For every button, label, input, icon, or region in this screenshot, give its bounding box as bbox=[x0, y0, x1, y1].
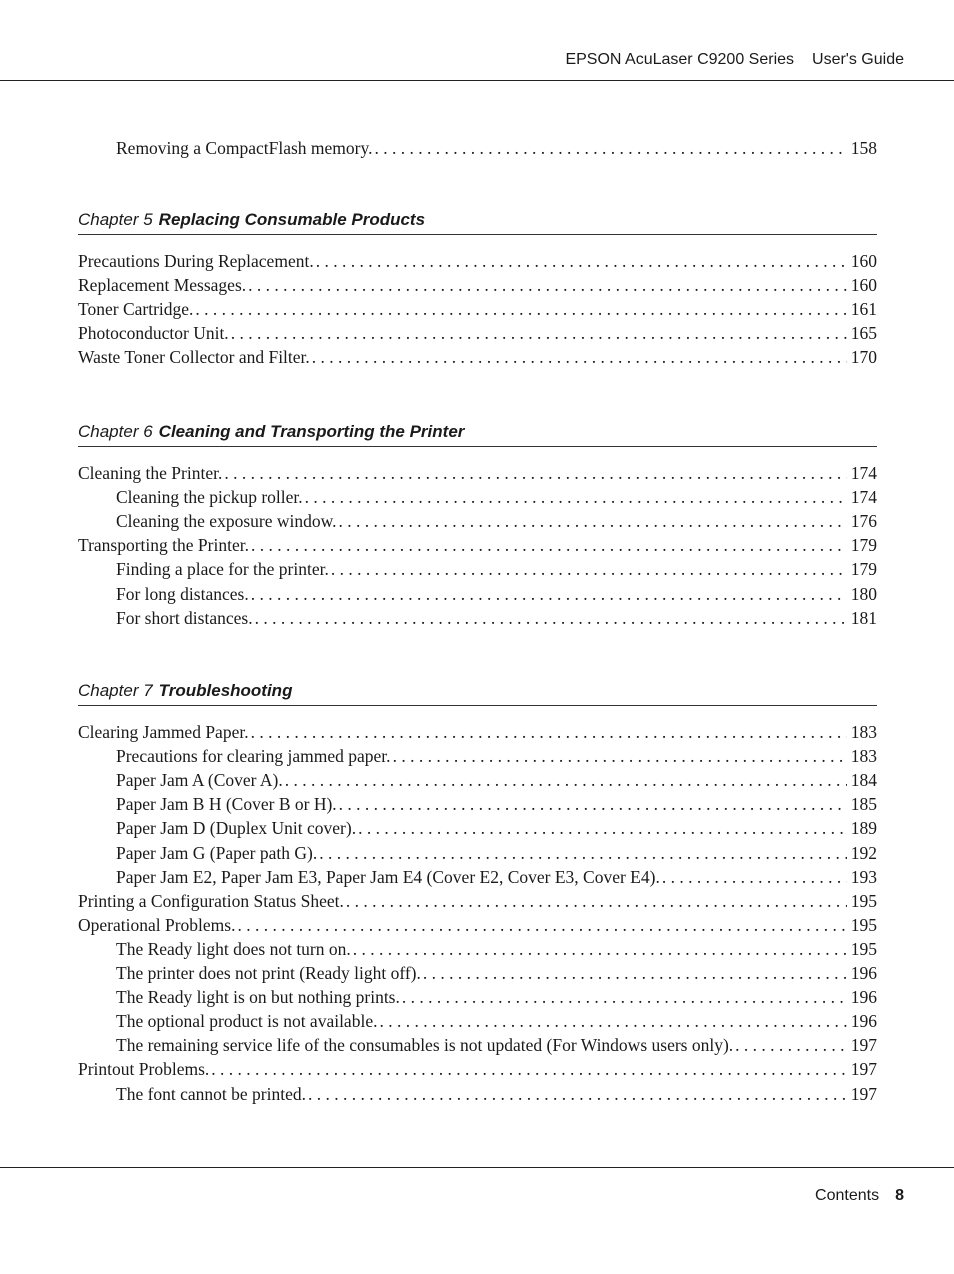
toc-entry-page: 181 bbox=[850, 607, 877, 628]
toc-entry-page: 183 bbox=[850, 746, 877, 767]
toc-entry-page: 158 bbox=[850, 138, 877, 158]
toc-entry[interactable] bbox=[78, 249, 877, 273]
leader-dots bbox=[231, 321, 847, 345]
toc-entry-page: 195 bbox=[850, 914, 877, 935]
toc-entry[interactable] bbox=[116, 582, 877, 606]
leader-dots bbox=[285, 768, 847, 792]
toc-entry-page: 183 bbox=[850, 722, 877, 742]
footer-text bbox=[815, 1187, 904, 1205]
chapter-number: Chapter 7 bbox=[78, 681, 153, 700]
toc-entry-title: Cleaning the Printer. bbox=[78, 463, 223, 483]
toc-entry[interactable] bbox=[78, 321, 877, 345]
toc-entry[interactable] bbox=[78, 720, 877, 744]
toc-entry-page: 195 bbox=[850, 938, 877, 959]
toc-entry[interactable] bbox=[78, 913, 877, 937]
toc-entry[interactable] bbox=[78, 345, 877, 369]
leader-dots bbox=[211, 1057, 846, 1081]
leader-dots bbox=[224, 461, 846, 485]
toc-entry-page: 170 bbox=[850, 347, 877, 368]
toc-entry[interactable] bbox=[78, 1057, 877, 1081]
toc-entry-title: Paper Jam D (Duplex Unit cover). bbox=[116, 818, 357, 839]
leader-dots bbox=[358, 816, 847, 840]
chapter-title: Troubleshooting bbox=[158, 681, 293, 700]
toc-entry-title: The Ready light does not turn on. bbox=[116, 938, 351, 959]
toc-entry-page: 160 bbox=[850, 275, 877, 296]
chapter-heading[interactable] bbox=[78, 420, 877, 447]
toc-entry[interactable] bbox=[116, 1033, 877, 1057]
toc-entry[interactable] bbox=[116, 816, 877, 840]
toc-entry-title: The font cannot be printed. bbox=[116, 1083, 307, 1104]
toc-entry[interactable] bbox=[78, 297, 877, 321]
chapter-number: Chapter 6 bbox=[78, 422, 153, 441]
toc-entry-title: The optional product is not available. bbox=[116, 1011, 378, 1032]
chapter-heading[interactable] bbox=[78, 679, 877, 706]
footer-rule bbox=[0, 1167, 954, 1168]
leader-dots bbox=[312, 345, 847, 369]
toc-entry-title: Waste Toner Collector and Filter. bbox=[78, 347, 310, 368]
toc-entry[interactable] bbox=[116, 985, 877, 1009]
toc-entry-title: Precautions for clearing jammed paper. bbox=[116, 746, 391, 767]
toc-entry-page: 197 bbox=[850, 1035, 877, 1056]
toc-entry-page: 197 bbox=[850, 1059, 877, 1080]
toc-entry-page: 196 bbox=[850, 963, 877, 983]
toc-entry[interactable] bbox=[116, 744, 877, 768]
leader-dots bbox=[402, 985, 847, 1009]
toc-entry-title: Replacement Messages. bbox=[78, 275, 247, 296]
toc-entry-title: Paper Jam G (Paper path G). bbox=[116, 842, 318, 863]
toc-entry[interactable] bbox=[116, 1082, 877, 1106]
leader-dots bbox=[393, 744, 847, 768]
toc-entry[interactable] bbox=[78, 889, 877, 913]
leader-dots bbox=[251, 533, 847, 557]
toc-entry[interactable] bbox=[116, 961, 877, 985]
toc-entry[interactable] bbox=[116, 937, 877, 961]
leader-dots bbox=[251, 720, 847, 744]
toc-entry-title: Printout Problems. bbox=[78, 1059, 210, 1080]
toc-entry-title: Paper Jam E2, Paper Jam E3, Paper Jam E4 (Cover E2, Cover E3, Cover E4). bbox=[116, 866, 660, 887]
toc-entry-page: 165 bbox=[850, 323, 877, 344]
leader-dots bbox=[379, 1009, 846, 1033]
leader-dots bbox=[305, 485, 847, 509]
page-number: 8 bbox=[895, 1187, 904, 1204]
toc-entry-page: 192 bbox=[850, 842, 877, 863]
leader-dots bbox=[662, 865, 847, 889]
toc-entry-title: Removing a CompactFlash memory. bbox=[116, 138, 373, 158]
toc-entry-page: 195 bbox=[850, 890, 877, 911]
toc-entry[interactable] bbox=[116, 1009, 877, 1033]
leader-dots bbox=[251, 582, 847, 606]
leader-dots bbox=[339, 509, 847, 533]
header-rule bbox=[0, 80, 954, 81]
leader-dots bbox=[353, 937, 847, 961]
chapter-number: Chapter 5 bbox=[78, 210, 153, 229]
leader-dots bbox=[237, 913, 846, 937]
chapter-heading[interactable] bbox=[78, 208, 877, 235]
footer-section: Contents bbox=[815, 1187, 880, 1204]
chapter-title: Replacing Consumable Products bbox=[158, 210, 426, 229]
leader-dots bbox=[735, 1033, 847, 1057]
header-guide: User's Guide bbox=[812, 51, 904, 68]
toc-entry-page: 174 bbox=[850, 487, 877, 508]
toc-entry[interactable] bbox=[116, 792, 877, 816]
chapter-title: Cleaning and Transporting the Printer bbox=[158, 422, 465, 441]
toc-entry[interactable] bbox=[78, 533, 877, 557]
toc-entry[interactable] bbox=[116, 509, 877, 533]
leader-dots bbox=[308, 1082, 847, 1106]
toc-entry-title: Finding a place for the printer. bbox=[116, 559, 329, 580]
toc-entry-title: The printer does not print (Ready light off). bbox=[116, 963, 421, 983]
toc-entry-title: For long distances. bbox=[116, 583, 249, 604]
toc-entry-page: 184 bbox=[850, 770, 877, 791]
toc-entry[interactable] bbox=[116, 557, 877, 581]
toc-entry-title: Clearing Jammed Paper. bbox=[78, 722, 249, 742]
leader-dots bbox=[248, 273, 847, 297]
toc-entry-page: 174 bbox=[850, 463, 877, 483]
toc-entry-page: 189 bbox=[850, 818, 877, 839]
toc-entry[interactable] bbox=[116, 136, 877, 160]
leader-dots bbox=[255, 606, 847, 630]
toc-entry-title: Photoconductor Unit. bbox=[78, 323, 229, 344]
header-title bbox=[565, 51, 904, 69]
toc-entry-title: The remaining service life of the consumables is not updated (For Windows users only). bbox=[116, 1035, 734, 1056]
toc-entry-page: 197 bbox=[850, 1083, 877, 1104]
leader-dots bbox=[331, 557, 847, 581]
toc-entry[interactable] bbox=[116, 485, 877, 509]
toc-entry[interactable] bbox=[116, 865, 877, 889]
toc-entry[interactable] bbox=[116, 768, 877, 792]
toc-entry-page: 196 bbox=[850, 1011, 877, 1032]
toc-entry-title: Transporting the Printer. bbox=[78, 535, 249, 556]
toc-entry-page: 160 bbox=[850, 251, 877, 271]
leader-dots bbox=[339, 792, 847, 816]
toc-entry-page: 176 bbox=[850, 511, 877, 532]
toc-entry-title: Cleaning the exposure window. bbox=[116, 511, 337, 532]
leader-dots bbox=[319, 841, 847, 865]
toc-entry[interactable] bbox=[116, 841, 877, 865]
toc-entry-page: 161 bbox=[850, 299, 877, 320]
toc-entry[interactable] bbox=[78, 461, 877, 485]
toc-entry-title: Paper Jam A (Cover A). bbox=[116, 770, 283, 791]
toc-entry-title: Toner Cartridge. bbox=[78, 299, 194, 320]
toc-entry-title: Operational Problems. bbox=[78, 914, 236, 935]
toc-entry-title: For short distances. bbox=[116, 607, 253, 628]
toc-entry-title: Cleaning the pickup roller. bbox=[116, 487, 303, 508]
toc-entry-title: Printing a Configuration Status Sheet. bbox=[78, 890, 344, 911]
leader-dots bbox=[374, 136, 846, 160]
leader-dots bbox=[195, 297, 846, 321]
toc-entry-page: 196 bbox=[850, 987, 877, 1008]
toc-entry-title: The Ready light is on but nothing prints. bbox=[116, 987, 400, 1008]
toc-entry-page: 185 bbox=[850, 794, 877, 815]
toc-entry-page: 193 bbox=[850, 866, 877, 887]
toc-entry-page: 180 bbox=[850, 583, 877, 604]
toc-entry-title: Paper Jam B H (Cover B or H). bbox=[116, 794, 337, 815]
toc-entry[interactable] bbox=[78, 273, 877, 297]
leader-dots bbox=[316, 249, 847, 273]
toc-entry-page: 179 bbox=[850, 535, 877, 556]
header-product: EPSON AcuLaser C9200 Series bbox=[565, 51, 795, 68]
leader-dots bbox=[346, 889, 847, 913]
toc-entry-title: Precautions During Replacement. bbox=[78, 251, 314, 271]
toc-entry-page: 179 bbox=[850, 559, 877, 580]
leader-dots bbox=[423, 961, 847, 985]
toc-entry[interactable] bbox=[116, 606, 877, 630]
